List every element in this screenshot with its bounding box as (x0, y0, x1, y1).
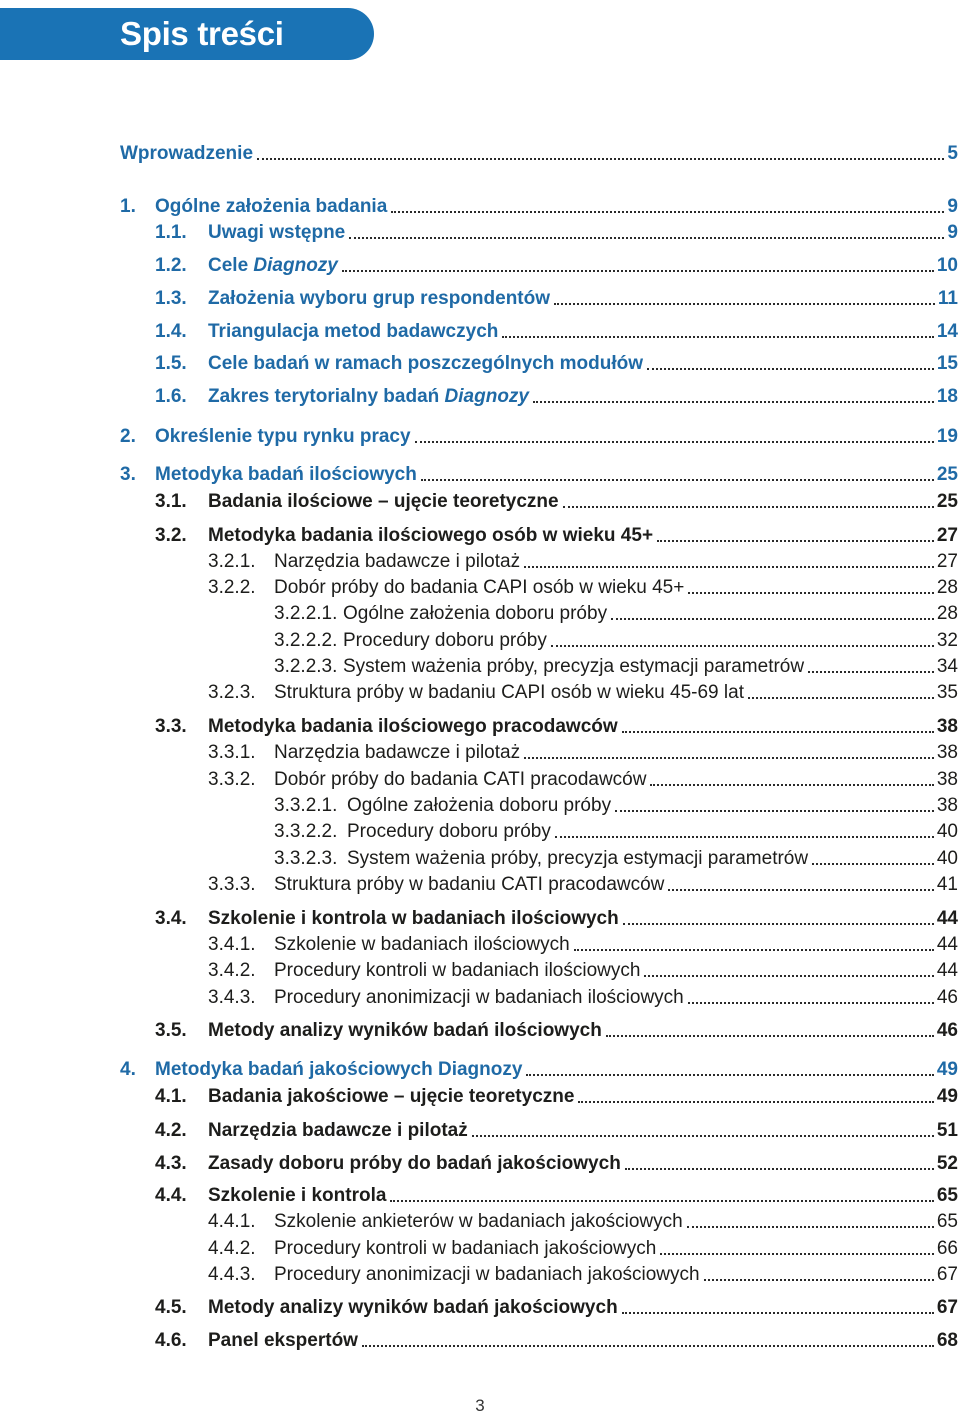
toc-dot-leader (362, 1344, 934, 1347)
toc-entry-title (274, 741, 524, 765)
toc-dot-leader (606, 1034, 934, 1037)
toc-entry-page: 38 (936, 795, 958, 816)
toc-entry[interactable] (0, 741, 960, 765)
toc-entry-title-text: Szkolenie w badaniach ilościowych (274, 934, 570, 955)
toc-entry-page: 51 (936, 1120, 958, 1141)
toc-entry-title (274, 873, 668, 897)
toc-entry-page: 52 (936, 1153, 958, 1174)
toc-dot-leader (502, 335, 933, 338)
toc-entry-page: 46 (936, 987, 958, 1008)
toc-entry[interactable] (0, 986, 960, 1010)
toc-dot-leader (687, 1225, 934, 1228)
toc-dot-leader (611, 617, 934, 620)
toc-dot-leader (623, 922, 934, 925)
toc-entry-page: 49 (936, 1086, 958, 1107)
toc-entry-title-italic: Diagnozy (444, 386, 529, 407)
toc-entry-page: 9 (947, 222, 958, 243)
toc-dot-leader (578, 1100, 933, 1103)
toc-entry-title (208, 1085, 578, 1109)
toc-entry-title (208, 1019, 606, 1043)
toc-entry-title (274, 1210, 687, 1234)
toc-entry-number: 3.2.3. (208, 682, 256, 703)
toc-entry-page: 46 (936, 1020, 958, 1041)
toc-entry-title (343, 602, 611, 626)
toc-entry-title-text: Cele badań w ramach poszczególnych modułów (208, 353, 643, 374)
toc-entry-title-text: Założenia wyboru grup respondentów (208, 288, 551, 309)
toc-entry-title-text: Panel ekspertów (208, 1330, 358, 1351)
toc-entry-number: 3.1. (155, 491, 187, 512)
toc-entry-title (155, 195, 391, 219)
toc-entry-page: 10 (936, 255, 958, 276)
toc-dot-leader (748, 696, 934, 699)
toc-entry[interactable] (0, 629, 960, 653)
toc-entry-number: 4.6. (155, 1330, 187, 1351)
toc-entry[interactable] (0, 142, 960, 166)
toc-dot-leader (472, 1134, 934, 1137)
toc-entry-page: 9 (947, 196, 958, 217)
toc-entry-title-text: Narzędzia badawcze i pilotaż (274, 742, 521, 763)
toc-entry-page: 41 (936, 874, 958, 895)
toc-entry-page: 67 (936, 1264, 958, 1285)
toc-entry-number: 1.4. (155, 321, 187, 342)
toc-entry[interactable] (0, 1263, 960, 1287)
toc-entry-number: 4.4.1. (208, 1211, 256, 1232)
toc-entry-title-text: Ogólne założenia doboru próby (343, 603, 608, 624)
toc-entry-number: 1. (120, 196, 136, 217)
toc-dot-leader (688, 1001, 934, 1004)
toc-entry-title-text: Metodyka badania ilościowego pracodawców (208, 716, 618, 737)
toc-entry-number: 3.4.1. (208, 934, 256, 955)
toc-entry-number: 1.5. (155, 353, 187, 374)
toc-entry[interactable] (0, 287, 960, 311)
toc-dot-leader (415, 440, 934, 443)
toc-entry-number: 4.2. (155, 1120, 187, 1141)
toc-entry-title-text: Procedury doboru próby (343, 630, 547, 651)
toc-entry[interactable] (0, 221, 960, 245)
toc-entry-page: 65 (936, 1185, 958, 1206)
toc-entry[interactable] (0, 1019, 960, 1043)
toc-entry-title (274, 986, 688, 1010)
toc-entry[interactable] (0, 1058, 960, 1082)
toc-dot-leader (563, 505, 934, 508)
toc-entry-title (155, 1058, 526, 1082)
toc-entry-page: 18 (936, 386, 958, 407)
toc-entry-number: 3.4.3. (208, 987, 256, 1008)
toc-dot-leader (812, 862, 934, 865)
toc-entry-title (208, 221, 349, 245)
toc-entry-title (208, 352, 647, 376)
toc-entry-title (343, 655, 808, 679)
toc-dot-leader (391, 210, 944, 213)
toc-entry[interactable] (0, 959, 960, 983)
toc-entry-title (155, 425, 415, 449)
toc-entry[interactable] (0, 195, 960, 219)
toc-entry-page: 35 (936, 682, 958, 703)
toc-entry-title (208, 1329, 362, 1353)
toc-entry[interactable] (0, 847, 960, 871)
toc-entry-title (347, 794, 615, 818)
toc-entry-title-text: Procedury doboru próby (347, 821, 551, 842)
toc-entry[interactable] (0, 385, 960, 409)
toc-entry[interactable] (0, 425, 960, 449)
toc-dot-leader (524, 756, 934, 759)
toc-entry-title (343, 629, 551, 653)
toc-entry[interactable] (0, 550, 960, 574)
toc-entry-title-text: Badania ilościowe – ujęcie teoretyczne (208, 491, 559, 512)
toc-entry-number: 4.4.3. (208, 1264, 256, 1285)
toc-entry-number: 3.2.2. (208, 577, 256, 598)
toc-entry-title-text: Narzędzia badawcze i pilotaż (274, 551, 521, 572)
toc-entry-number: 3.3.1. (208, 742, 256, 763)
toc-entry-number: 1.3. (155, 288, 187, 309)
toc-dot-leader (526, 1073, 933, 1076)
toc-entry-title (347, 847, 812, 871)
toc-entry-page: 38 (936, 716, 958, 737)
toc-entry-title (208, 287, 554, 311)
toc-entry[interactable] (0, 490, 960, 514)
toc-entry-number: 3.3.2.3. (274, 848, 338, 869)
toc-entry-page: 15 (936, 353, 958, 374)
toc-entry-number: 3.5. (155, 1020, 187, 1041)
toc-entry-number: 4.4.2. (208, 1238, 256, 1259)
toc-entry-page: 25 (936, 464, 958, 485)
toc-entry[interactable] (0, 1085, 960, 1109)
toc-entry[interactable] (0, 320, 960, 344)
toc-entry-number: 4.4. (155, 1185, 187, 1206)
toc-entry[interactable] (0, 907, 960, 931)
toc-entry-title-text: Dobór próby do badania CAPI osób w wieku 45+ (274, 577, 685, 598)
toc-dot-leader (644, 974, 933, 977)
page-number: 3 (475, 1396, 485, 1415)
toc-entry-title-text: Szkolenie i kontrola (208, 1185, 387, 1206)
toc-dot-leader (660, 1252, 934, 1255)
toc-entry-title-text: System ważenia próby, precyzja estymacji parametrów (347, 848, 809, 869)
toc-entry-number: 3.2.2.2. (274, 630, 338, 651)
toc-entry-page: 44 (936, 934, 958, 955)
toc-dot-leader (257, 157, 944, 160)
toc-entry-title (208, 320, 502, 344)
toc-entry[interactable] (0, 1329, 960, 1353)
toc-dot-leader (704, 1278, 934, 1281)
toc-entry-number: 3.2.2.3. (274, 656, 338, 677)
toc-entry-page: 38 (936, 742, 958, 763)
toc-entry-page: 28 (936, 603, 958, 624)
toc-entry[interactable] (0, 1237, 960, 1261)
toc-entry-page: 40 (936, 821, 958, 842)
toc-entry-title-text: Cele (208, 255, 254, 276)
toc-entry-title-text: Ogólne założenia badania (155, 196, 388, 217)
toc-entry-number: 4.5. (155, 1297, 187, 1318)
toc-entry[interactable] (0, 602, 960, 626)
toc-entry-title-text: Procedury kontroli w badaniach jakościowych (274, 1238, 657, 1259)
toc-entry-title-text: Zakres terytorialny badań (208, 386, 445, 407)
toc-entry-number: 4.1. (155, 1086, 187, 1107)
toc-dot-leader (622, 730, 934, 733)
toc-entry[interactable] (0, 715, 960, 739)
toc-entry-title-text: Narzędzia badawcze i pilotaż (208, 1120, 468, 1141)
toc-dot-leader (524, 565, 934, 568)
toc-entry-title-text: Wprowadzenie (120, 143, 254, 164)
toc-entry-title (208, 1152, 625, 1176)
toc-entry[interactable] (0, 463, 960, 487)
toc-dot-leader (625, 1167, 934, 1170)
toc-dot-leader (349, 236, 944, 239)
toc-entry-title-text: Metodyka badań jakościowych Diagnozy (155, 1059, 523, 1080)
toc-entry-title (120, 142, 257, 166)
toc-entry-number: 3.3.3. (208, 874, 256, 895)
toc-entry-title (347, 820, 555, 844)
toc-entry-number: 3.2. (155, 525, 187, 546)
toc-entry-page: 32 (936, 630, 958, 651)
toc-entry[interactable] (0, 524, 960, 548)
toc-entry-title-text: Metodyka badań ilościowych (155, 464, 417, 485)
toc-entry[interactable] (0, 873, 960, 897)
toc-dot-leader (574, 948, 934, 951)
toc-entry-title (274, 1263, 704, 1287)
toc-entry-number: 4.3. (155, 1153, 187, 1174)
toc-entry-page: 28 (936, 577, 958, 598)
toc-entry[interactable] (0, 820, 960, 844)
toc-entry-page: 66 (936, 1238, 958, 1259)
toc-dot-leader (668, 888, 933, 891)
toc-dot-leader (551, 644, 934, 647)
toc-entry[interactable] (0, 681, 960, 705)
toc-entry-number: 2. (120, 426, 136, 447)
toc-entry-number: 1.6. (155, 386, 187, 407)
toc-entry-page: 19 (936, 426, 958, 447)
toc-entry-number: 3.3.2.1. (274, 795, 338, 816)
toc-entry-title-text: Triangulacja metod badawczych (208, 321, 499, 342)
toc-entry-number: 3.4.2. (208, 960, 256, 981)
toc-entry-title-text: Badania jakościowe – ujęcie teoretyczne (208, 1086, 575, 1107)
toc-entry-title-text: Procedury anonimizacji w badaniach jakościowych (274, 1264, 700, 1285)
toc-entry-title (274, 933, 574, 957)
toc-entry-page: 67 (936, 1297, 958, 1318)
toc-entry-page: 49 (936, 1059, 958, 1080)
toc-entry-number: 3.4. (155, 908, 187, 929)
toc-entry-title-text: Metody analizy wyników badań ilościowych (208, 1020, 602, 1041)
toc-entry-number: 3.3.2. (208, 769, 256, 790)
toc-entry[interactable] (0, 1296, 960, 1320)
toc-entry-page: 68 (936, 1330, 958, 1351)
toc-entry-title-text: Szkolenie i kontrola w badaniach ilościowych (208, 908, 619, 929)
toc-entry-page: 5 (947, 143, 958, 164)
toc-dot-leader (615, 809, 934, 812)
toc-entry-title (274, 1237, 660, 1261)
toc-entry[interactable] (0, 1152, 960, 1176)
toc-entry-title-text: Struktura próby w badaniu CATI pracodawców (274, 874, 665, 895)
toc-entry[interactable] (0, 1119, 960, 1143)
toc-entry-page: 14 (936, 321, 958, 342)
toc-entry-title-text: System ważenia próby, precyzja estymacji parametrów (343, 656, 805, 677)
toc-entry-title-text: Procedury anonimizacji w badaniach ilościowych (274, 987, 684, 1008)
toc-entry-page: 38 (936, 769, 958, 790)
toc-entry-title-text: Metody analizy wyników badań jakościowych (208, 1297, 618, 1318)
toc-entry[interactable] (0, 655, 960, 679)
toc-dot-leader (342, 269, 934, 272)
toc-entry[interactable] (0, 1184, 960, 1208)
toc-entry-number: 3.3. (155, 716, 187, 737)
toc-entry-title (155, 463, 421, 487)
toc-dot-leader (421, 478, 934, 481)
toc-dot-leader (647, 367, 934, 370)
toc-entry-title (208, 1296, 622, 1320)
toc-entry-number: 3.3.2.2. (274, 821, 338, 842)
toc-entry-title (208, 1119, 472, 1143)
toc-entry-number: 3.2.2.1. (274, 603, 338, 624)
toc-entry-page: 40 (936, 848, 958, 869)
toc-entry-page: 34 (936, 656, 958, 677)
toc-entry-title (208, 254, 342, 278)
toc-entry-number: 3. (120, 464, 136, 485)
toc-entry-number: 3.2.1. (208, 551, 256, 572)
toc-entry[interactable] (0, 352, 960, 376)
toc-entry-page: 25 (936, 491, 958, 512)
page-title: Spis treści (120, 15, 284, 52)
toc-entry-page: 65 (936, 1211, 958, 1232)
toc-entry-page: 44 (936, 908, 958, 929)
toc-dot-leader (688, 591, 934, 594)
toc-entry-page: 11 (937, 288, 958, 309)
toc-entry-title (274, 681, 748, 705)
toc-entry-title-text: Metodyka badania ilościowego osób w wieku 45+ (208, 525, 654, 546)
toc-entry-title-text: Szkolenie ankieterów w badaniach jakościowych (274, 1211, 683, 1232)
toc-entry-title (274, 550, 524, 574)
toc-dot-leader (808, 670, 934, 673)
toc-dot-leader (554, 302, 935, 305)
toc-entry-title-text: Uwagi wstępne (208, 222, 346, 243)
toc-entry-page: 44 (936, 960, 958, 981)
toc-dot-leader (657, 539, 934, 542)
toc-entry-title (274, 768, 650, 792)
toc-entry-number: 1.1. (155, 222, 187, 243)
toc-entry-title-italic: Diagnozy (253, 255, 338, 276)
toc-entry-title (274, 959, 644, 983)
toc-dot-leader (622, 1311, 934, 1314)
toc-entry-title-text: Struktura próby w badaniu CAPI osób w wieku 45-69 lat (274, 682, 744, 703)
toc-entry-title-text: Zasady doboru próby do badań jakościowych (208, 1153, 621, 1174)
toc-entry[interactable] (0, 768, 960, 792)
toc-entry-title (208, 907, 623, 931)
toc-entry-title (208, 1184, 390, 1208)
toc-entry[interactable] (0, 1210, 960, 1234)
toc-entry-title (274, 576, 688, 600)
toc-entry-number: 4. (120, 1059, 136, 1080)
toc-entry-title (208, 715, 622, 739)
toc-dot-leader (533, 400, 934, 403)
toc-entry-number: 1.2. (155, 255, 187, 276)
toc-entry[interactable] (0, 254, 960, 278)
toc-entry-page: 27 (936, 525, 958, 546)
toc-entry[interactable] (0, 576, 960, 600)
toc-dot-leader (390, 1199, 933, 1202)
toc-entry-title-text: Dobór próby do badania CATI pracodawców (274, 769, 647, 790)
toc-entry-title-text: Ogólne założenia doboru próby (347, 795, 612, 816)
toc-entry-page: 27 (936, 551, 958, 572)
toc-entry[interactable] (0, 794, 960, 818)
toc-entry[interactable] (0, 933, 960, 957)
toc-entry-title (208, 385, 533, 409)
toc-entry-title-text: Określenie typu rynku pracy (155, 426, 411, 447)
toc-entry-title-text: Procedury kontroli w badaniach ilościowych (274, 960, 641, 981)
toc-dot-leader (555, 835, 934, 838)
toc-dot-leader (650, 783, 933, 786)
toc-entry-title (208, 524, 657, 548)
toc-entry-title (208, 490, 563, 514)
